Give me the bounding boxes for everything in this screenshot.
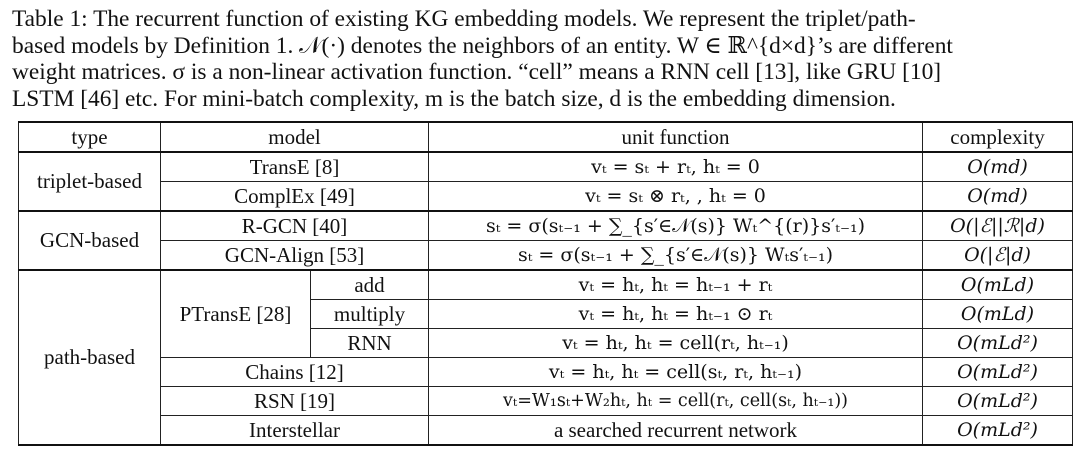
model-cell-ptranse: PTransE [28] [161,270,311,358]
function-cell: sₜ = σ(sₜ₋₁ + ∑_{s′∈𝒩(s)} Wₜs′ₜ₋₁) [429,241,923,271]
header-unit-function: unit function [429,122,923,152]
caption-line-1: Table 1: The recurrent function of existing KG embedding models. We represent the triplet/path- [12,6,916,32]
variant-cell: multiply [311,300,429,329]
function-cell: vₜ = hₜ, hₜ = cell(sₜ, rₜ, hₜ₋₁) [429,358,923,387]
model-cell: R-GCN [40] [161,211,429,241]
complexity-cell: O(mLd²) [923,416,1073,446]
table-row [19,387,1073,416]
model-cell: Interstellar [161,416,429,446]
model-cell: ComplEx [49] [161,182,429,212]
model-cell: RSN [19] [161,387,429,416]
variant-cell: RNN [311,329,429,358]
caption-line-4: LSTM [46] etc. For mini-batch complexity, m is the batch size, d is the embedding dimension. [12,86,896,113]
table-row [19,416,1073,446]
complexity-cell: O(mLd²) [923,358,1073,387]
table-caption [12,6,1076,113]
caption-line-2: based models by Definition 1. 𝒩(·) denotes the neighbors of an entity. W ∈ ℝ^{d×d}’s are different [12,32,953,59]
complexity-cell: O(mLd) [923,300,1073,329]
function-cell: sₜ = σ(sₜ₋₁ + ∑_{s′∈𝒩(s)} Wₜ^{(r)}s′ₜ₋₁) [429,211,923,241]
function-cell: vₜ=W₁sₜ+W₂hₜ, hₜ = cell(rₜ, cell(sₜ, hₜ₋₁)) [429,387,923,416]
table-row [19,241,1073,271]
table-row [19,152,1073,182]
complexity-cell: O(md) [923,182,1073,212]
model-cell: TransE [8] [161,152,429,182]
table-row [19,182,1073,212]
model-cell: GCN-Align [53] [161,241,429,271]
complexity-cell: O(mLd²) [923,329,1073,358]
table-row [19,211,1073,241]
header-complexity: complexity [923,122,1073,152]
function-cell: vₜ = hₜ, hₜ = cell(rₜ, hₜ₋₁) [429,329,923,358]
function-cell: a searched recurrent network [429,416,923,446]
caption-line-3: weight matrices. σ is a non-linear activation function. “cell” means a RNN cell [13], like GRU [10] [12,59,942,86]
header-type: type [19,122,161,152]
variant-cell: add [311,270,429,300]
table-header-row [19,122,1073,152]
function-cell: vₜ = hₜ, hₜ = hₜ₋₁ ⊙ rₜ [429,300,923,329]
function-cell: vₜ = sₜ + rₜ, hₜ = 0 [429,152,923,182]
complexity-cell: O(mLd²) [923,387,1073,416]
table-row [19,358,1073,387]
complexity-cell: O(|ℰ|d) [923,241,1073,271]
header-model: model [161,122,429,152]
complexity-cell: O(mLd) [923,270,1073,300]
group-label-path: path-based [19,270,161,445]
complexity-cell: O(md) [923,152,1073,182]
model-cell: Chains [12] [161,358,429,387]
complexity-cell: O(|ℰ||ℛ|d) [923,211,1073,241]
function-cell: vₜ = sₜ ⊗ rₜ, , hₜ = 0 [429,182,923,212]
function-cell: vₜ = hₜ, hₜ = hₜ₋₁ + rₜ [429,270,923,300]
group-label-gcn: GCN-based [19,211,161,270]
group-label-triplet: triplet-based [19,152,161,211]
kg-embedding-table [18,121,1073,446]
table-row [19,270,1073,300]
